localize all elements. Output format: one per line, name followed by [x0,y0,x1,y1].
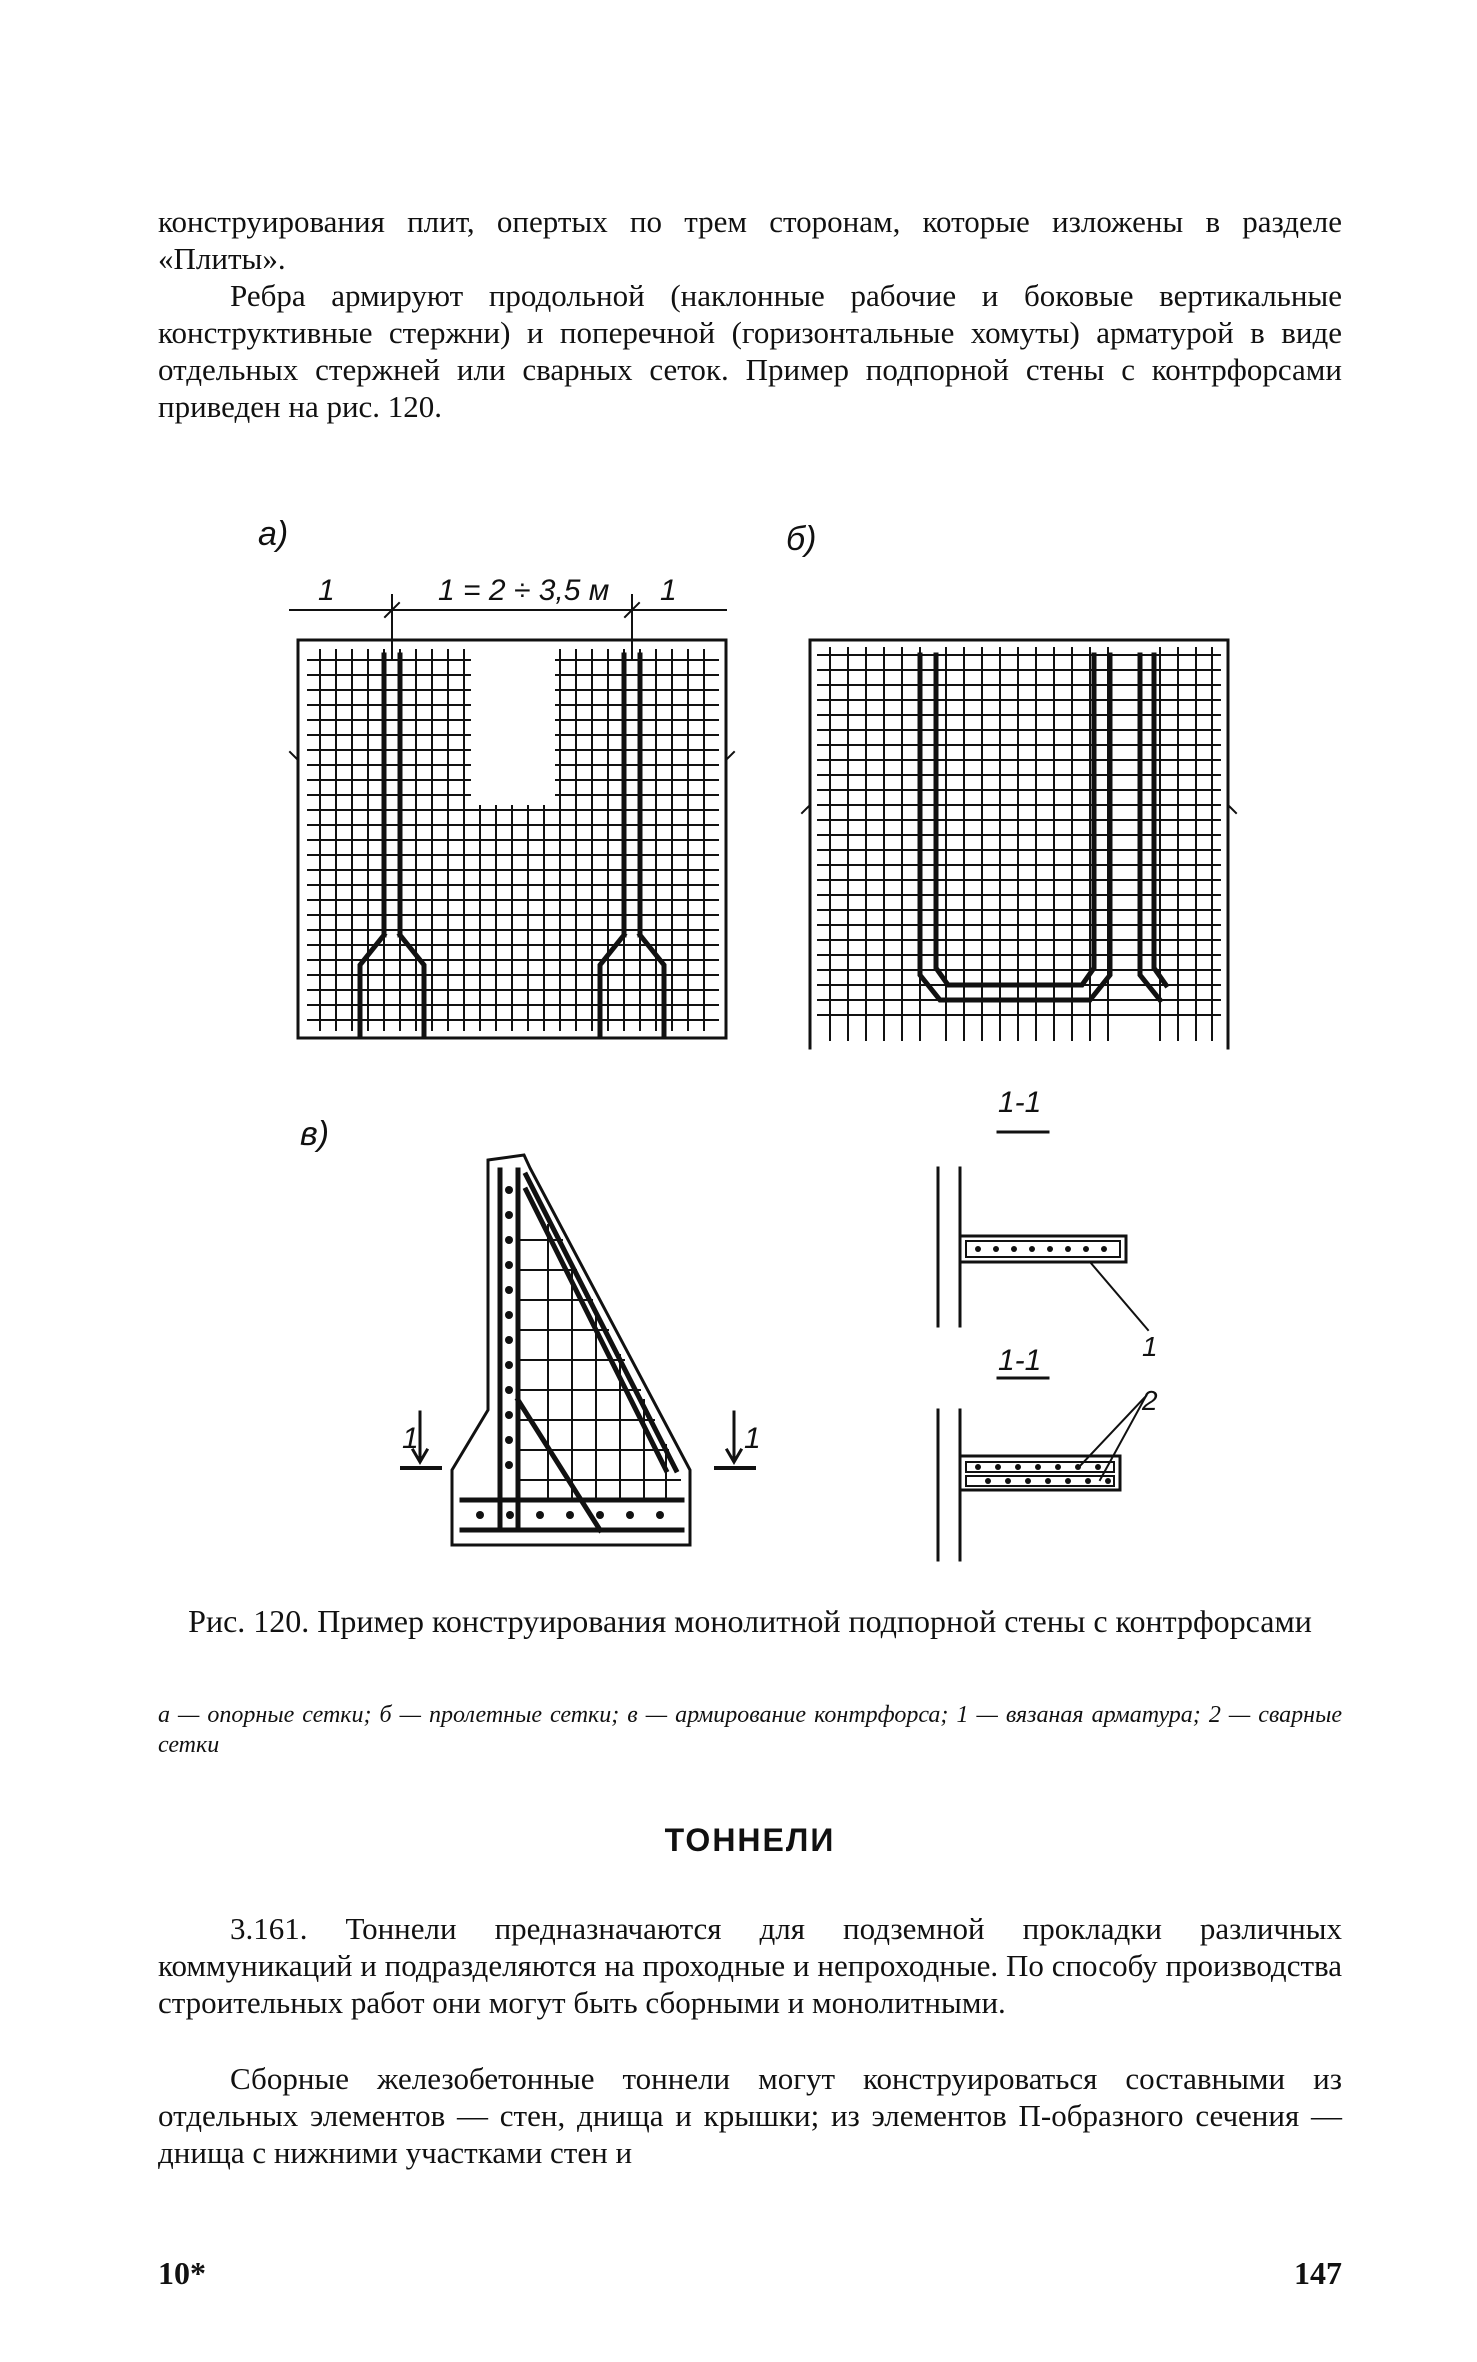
span-meshes-drawing [802,640,1236,1048]
dim-label-middle: 1 = 2 ÷ 3,5 м [438,574,610,607]
paragraph-ribs: Ребра армируют продольной (наклонные рабочие и боковые вертикальные конструктивные стержни) и поперечной (горизонтальные хомуты) арматурой в виде отдельных стержней или сварных сеток. Пример подпорной стены с контрфорсами приведен на рис. 120. [158,278,1342,424]
dim-label-left: 1 [318,574,335,607]
section-title-bottom: 1-1 [998,1344,1042,1377]
section-tied-drawing [938,1132,1148,1330]
label-part-a: а) [258,515,289,553]
support-meshes-drawing [290,595,734,1038]
paragraph-3-161: 3.161. Тоннели предназначаются для подземной прокладки различных коммуникаций и подразделяются на проходные и непроходные. По способу производства строительных работ они могут быть сборными и монолитными. [158,1911,1342,2020]
section-heading: ТОННЕЛИ [664,1822,836,1858]
section-mark-right: 1 [744,1422,761,1455]
footer-signature: 10* [158,2255,206,2291]
page-number: 147 [1294,2255,1342,2291]
figure-caption: Рис. 120. Пример конструирования монолитной подпорной стены с контрфорсами [188,1603,1312,1639]
callout-2: 2 [1142,1385,1158,1416]
section-title-top: 1-1 [998,1086,1042,1119]
section-mark-left: 1 [402,1422,419,1455]
section-welded-drawing [938,1378,1146,1560]
paragraph-continuation: конструирования плит, опертых по трем сторонам, которые изложены в разделе «Плиты». [158,204,1342,276]
counterfort-drawing [402,1155,754,1545]
dim-label-right: 1 [660,574,677,607]
figure-legend: а — опорные сетки; б — пролетные сетки; в — армирование контрфорса; 1 — вязаная арматура; 2 — сварные сетки [158,1702,1342,1758]
callout-1: 1 [1142,1331,1158,1362]
label-part-b: б) [786,520,817,558]
paragraph-prefab-tunnels: Сборные железобетонные тоннели могут конструироваться составными из отдельных элементов — стен, днища и крышки; из элементов П-образного сечения — днища с нижними участками стен и [158,2061,1342,2170]
label-part-v: в) [300,1115,330,1153]
